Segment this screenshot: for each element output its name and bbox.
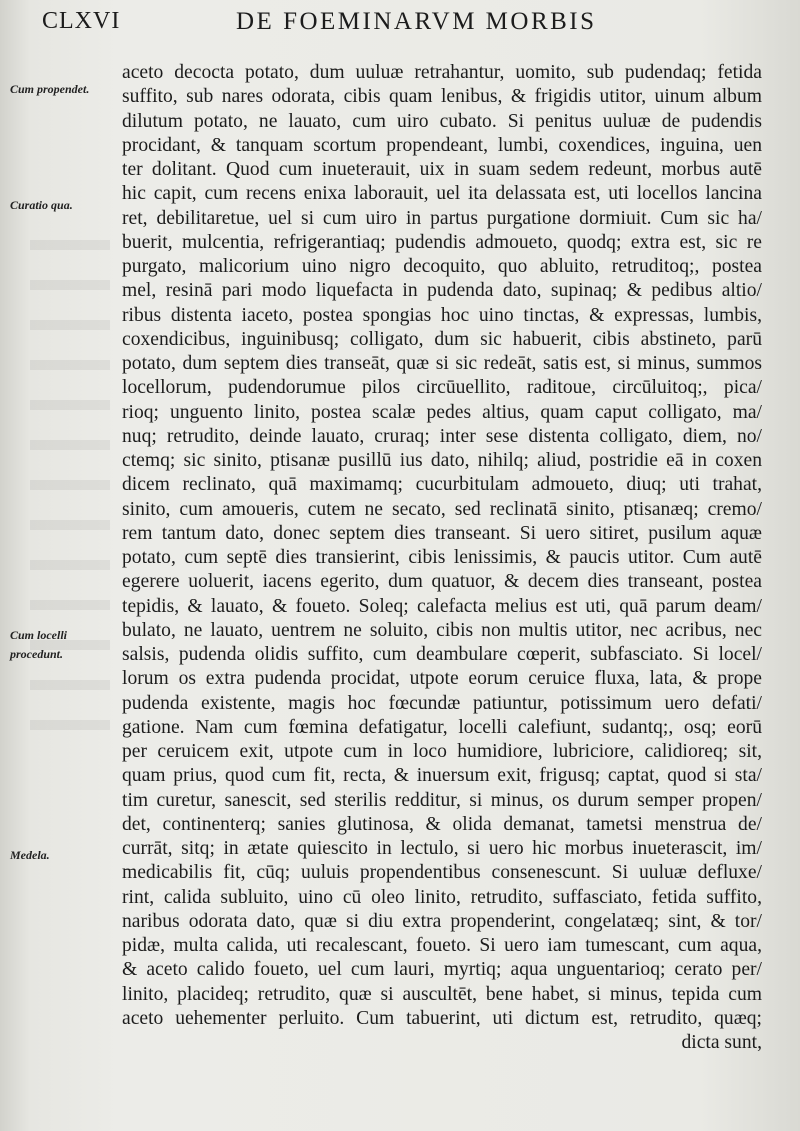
running-title: DE FOEMINARVM MORBIS <box>236 8 597 35</box>
text-line: & aceto calido foueto, uel cum lauri, myrtiq; aqua unguentarioq; cerato per/ <box>122 959 762 981</box>
text-line: det, continenterq; sanies glutinosa, & olida demanat, tametsi menstrua de/ <box>122 813 762 835</box>
margin-note: Cum locelli procedunt. <box>10 628 67 661</box>
text-line: dicem reclinato, quā maximamq; cucurbitulam admoueto, diuq; uti trahat, <box>122 474 762 496</box>
text-line: currāt, sitq; in ætate quiescito in lectulo, si uero hic morbus inueterascit, im/ <box>122 838 762 859</box>
text-line: linito, placideq; retrudito, quæ si auscultēt, bene habet, si minus, tepida cum <box>122 983 762 1005</box>
text-line: dicta sunt, <box>681 1032 762 1053</box>
text-line: nuq; retrudito, deinde lauato, cruraq; inter sese distenta colligato, diem, no/ <box>122 425 762 447</box>
text-line: suffito, sub nares odorata, cibis quam lenibus, & frigidis utitor, uinum album <box>122 86 762 108</box>
text-line: quam prius, quod cum fit, recta, & inuersum exit, frigusq; captat, quod si sta/ <box>122 765 762 787</box>
text-line: coxendicibus, inguinibusq; colligato, dum sic habuerit, cibis abstineto, parū <box>122 328 762 350</box>
text-line: dilutum potato, ne lauato, cum uiro cubato. Si penitus uuluæ de pudendis <box>122 110 762 132</box>
text-line: per ceruicem exit, utpote cum in loco humidiore, lubriciore, calidioreq; sit, <box>122 741 762 762</box>
text-line: salsis, pudenda olidis suffito, cum deambulare cœperit, subfasciato. Si locel/ <box>122 644 762 665</box>
text-line: pidæ, multa calida, uti recalescant, foueto. Si uero iam tumescant, cum aqua, <box>122 935 762 956</box>
text-line: buerit, mulcentia, refrigerantiaq; pudendis admoueto, quodq; extra est, sic re <box>122 231 762 253</box>
folio-number: CLXVI <box>42 8 121 34</box>
text-line: potato, dum septem dies transeāt, quæ si sic redeāt, satis est, si minus, summos <box>122 353 762 374</box>
text-line: procidant, & tanquam scortum propendeant, lumbi, coxendices, inguina, uen <box>122 134 762 156</box>
margin-note: Medela. <box>10 848 50 862</box>
text-line: hic capit, cum recens enixa laborauit, uel ita delassata est, uti locellos lancina <box>122 183 762 205</box>
text-line: ribus distenta iaceto, postea spongias hoc uino tinctas, & expressas, lumbis, <box>122 304 762 326</box>
text-line: gatione. Nam cum fœmina defatigatur, locelli calefiunt, sudantq;, osq; eorū <box>122 716 762 738</box>
text-line: naribus odorata dato, quæ si diu extra propenderint, congelatæq; sint, & tor/ <box>122 910 762 932</box>
text-line: bulato, ne lauato, uentrem ne soluito, cibis non multis utitor, nec acribus, nec <box>122 619 762 641</box>
text-line: pudenda existente, magis hoc fœcundæ patiuntur, potissimum uero defati/ <box>122 692 762 714</box>
text-line: lorum os extra pudenda procidat, utpote eorum ceruice fluxa, lata, & prope <box>122 668 762 690</box>
margin-note: Curatio qua. <box>10 198 73 212</box>
text-line: locellorum, pudendorumue pilos circūuellito, raditoue, circūluitoq;, pica/ <box>122 377 762 399</box>
text-line: rem tantum dato, donec septem dies transeant. Si uero sitiret, pusilum aquæ <box>122 522 762 544</box>
text-line: tim curetur, sanescit, sed sterilis redditur, si minus, os durum semper propen/ <box>122 789 762 811</box>
text-line: potato, cum septē dies transierint, cibis lenissimis, & paucis utitor. Cum autē <box>122 547 762 568</box>
text-line: rint, calida subluito, uino cū oleo linito, retrudito, suffasciato, fetida suffito, <box>122 886 762 908</box>
text-line: rioq; unguento linito, postea scalæ pedes altius, quam caput colligato, ma/ <box>122 401 762 423</box>
margin-note: Cum propendet. <box>10 82 90 96</box>
text-line: aceto uehementer perluito. Cum tabuerint, uti dictum est, retrudito, quæq; <box>122 1007 762 1029</box>
text-line: ret, debilitaretue, uel si cum uiro in partus purgatione dormiuit. Cum sic ha/ <box>122 207 762 229</box>
text-line: egerere uoluerit, iacens egerito, dum quatuor, & decem dies transeant, postea <box>122 571 762 593</box>
text-line: sinito, cum amoueris, cutem ne secato, sed reclinatā sinito, ptisanæq; cremo/ <box>122 498 762 520</box>
text-line: tepidis, & lauato, & foueto. Soleq; calefacta melius est uti, quā parum deam/ <box>122 595 762 617</box>
text-line: aceto decocta potato, dum uuluæ retrahantur, uomito, sub pudendaq; fetida <box>122 62 762 83</box>
text-line: purgato, malicorium uino nigro decoquito, quo abluito, retruditoq;, postea <box>122 256 762 277</box>
text-line: ter dolitant. Quod cum inueterauit, uix in suam sedem redeunt, morbus autē <box>122 159 762 180</box>
text-line: medicabilis fit, cūq; uuluis propendentibus consenescunt. Si uuluæ defluxe/ <box>122 862 762 884</box>
text-line: mel, resinā pari modo liquefacta in pudenda dato, supinaq; & pedibus altio/ <box>122 280 762 302</box>
text-line: ctemq; sic sinito, ptisanæ pusillū ius dato, nihilq; aliud, postridie eā in coxen <box>122 450 762 471</box>
